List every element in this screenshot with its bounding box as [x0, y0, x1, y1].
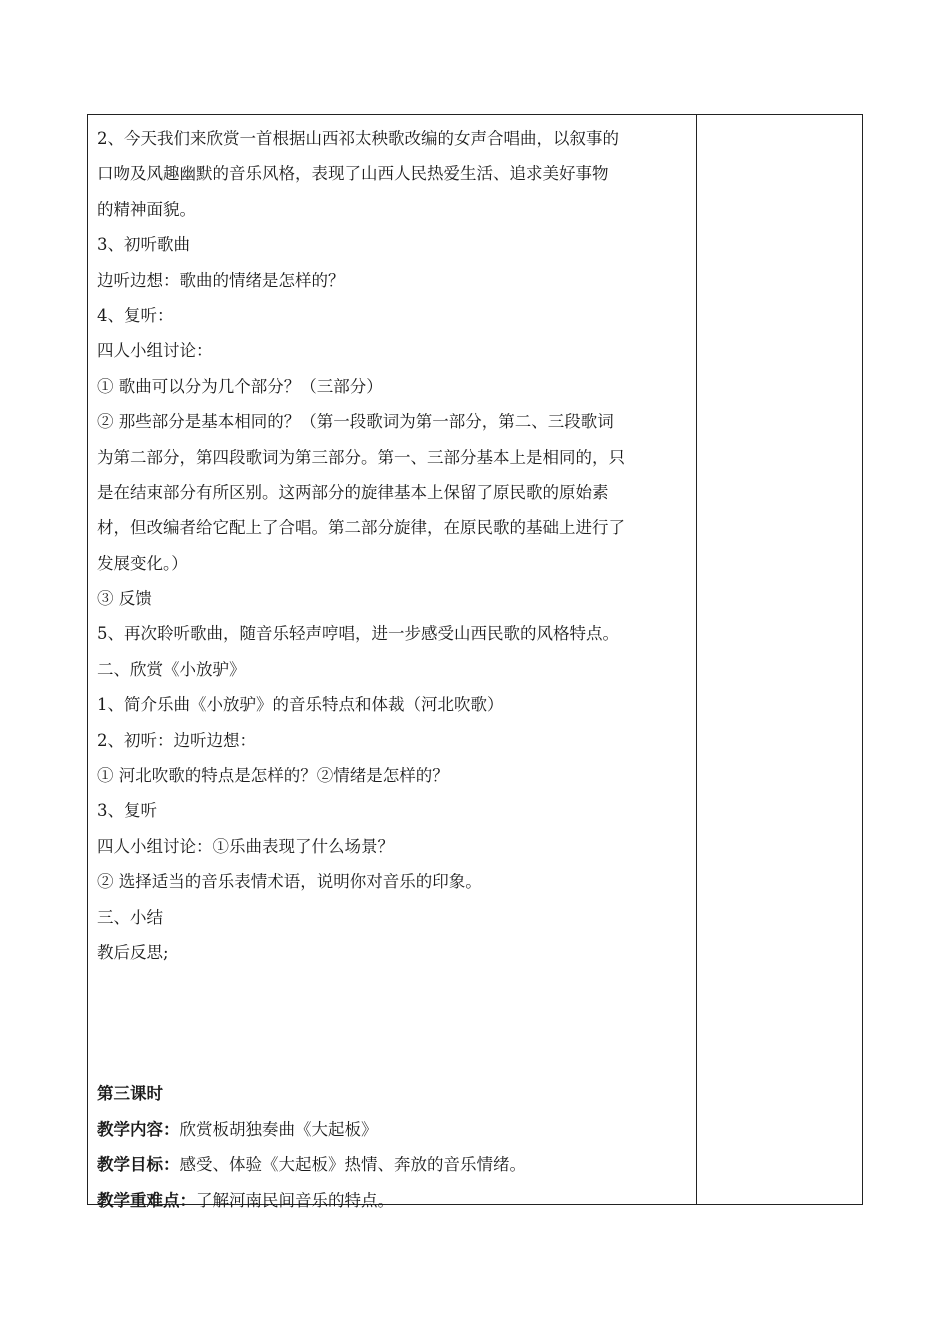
difficulty-line [97, 1183, 693, 1218]
goal-text: 感受、体验《大起板》热情、奔放的音乐情绪。 [179, 1155, 526, 1175]
text-line: 的精神面貌。 [97, 199, 196, 219]
text-line: 三、小结 [97, 907, 163, 927]
content-line [97, 1112, 693, 1147]
text-line: 1、简介乐曲《小放驴》的音乐特点和体裁（河北吹歌） [97, 695, 504, 715]
text-line: 是在结束部分有所区别。这两部分的旋律基本上保留了原民歌的原始素 [97, 482, 609, 502]
text-line: ② 选择适当的音乐表情术语，说明你对音乐的印象。 [97, 872, 482, 892]
content-label: 教学内容： [97, 1119, 180, 1139]
column-divider [696, 115, 697, 1204]
section-heading: 第三课时 [97, 1084, 163, 1104]
text-line: 四人小组讨论：①乐曲表现了什么场景？ [97, 836, 394, 856]
text-line: 四人小组讨论： [97, 341, 213, 361]
difficulty-text: 了解河南民间音乐的特点。 [196, 1190, 394, 1210]
blank-space [97, 970, 693, 1076]
text-line: 二、欣赏《小放驴》 [97, 659, 246, 679]
text-line: ③ 反馈 [97, 589, 152, 609]
text-line: 4、复听： [97, 305, 174, 325]
lesson-content-cell [97, 121, 693, 1218]
text-line: 教后反思; [97, 942, 169, 962]
text-line: 5、再次聆听歌曲，随音乐轻声哼唱，进一步感受山西民歌的风格特点。 [97, 624, 619, 644]
text-line: 边听边想：歌曲的情绪是怎样的？ [97, 270, 345, 290]
goal-label: 教学目标： [97, 1155, 180, 1175]
text-line: 口吻及风趣幽默的音乐风格，表现了山西人民热爱生活、追求美好事物 [97, 164, 609, 184]
text-line: 3、初听歌曲 [97, 235, 190, 255]
text-line: 3、复听 [97, 801, 157, 821]
goal-line [97, 1147, 693, 1182]
text-line: 为第二部分，第四段歌词为第三部分。第一、三部分基本上是相同的，只 [97, 447, 625, 467]
text-line: ① 河北吹歌的特点是怎样的？②情绪是怎样的？ [97, 766, 449, 786]
content-text: 欣赏板胡独奏曲《大起板》 [179, 1119, 378, 1139]
text-line: 2、初听：边听边想： [97, 730, 256, 750]
text-line: 发展变化。） [97, 553, 188, 573]
text-line: ② 那些部分是基本相同的？（第一段歌词为第一部分，第二、三段歌词 [97, 412, 614, 432]
difficulty-label: 教学重难点： [97, 1190, 196, 1210]
text-line: ① 歌曲可以分为几个部分？（三部分） [97, 376, 383, 396]
text-line: 2、今天我们来欣赏一首根据山西祁太秧歌改编的女声合唱曲，以叙事的 [97, 129, 619, 148]
text-line: 材，但改编者给它配上了合唱。第二部分旋律，在原民歌的基础上进行了 [97, 518, 625, 538]
lesson-plan-table [87, 114, 863, 1210]
